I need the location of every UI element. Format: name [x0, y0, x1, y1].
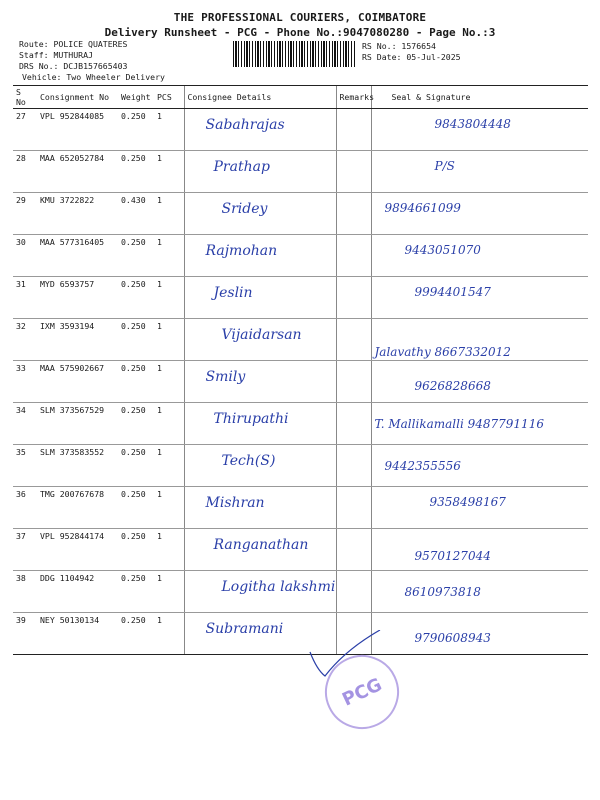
recipient-signature: Jalavathy 8667332012: [374, 345, 511, 359]
col-consignee: Consignee Details: [184, 86, 336, 109]
row-sno: 37: [13, 529, 37, 571]
row-signature: [371, 487, 588, 529]
row-consignment: DDG 1104942: [37, 571, 118, 613]
row-sno: 35: [13, 445, 37, 487]
table-row: [13, 109, 588, 151]
row-pcs: 1: [154, 277, 184, 319]
row-signature: [371, 613, 588, 655]
row-weight: 0.250: [118, 235, 154, 277]
row-pcs: 1: [154, 109, 184, 151]
recipient-signature: 9894661099: [384, 201, 461, 215]
row-signature: [371, 151, 588, 193]
row-consignment: IXM 3593194: [37, 319, 118, 361]
row-remarks: [336, 319, 371, 361]
row-remarks: [336, 445, 371, 487]
row-weight: 0.250: [118, 151, 154, 193]
route-label: Route: POLICE QUATERES: [19, 39, 128, 49]
row-consignment: MAA 575902667: [37, 361, 118, 403]
row-weight: 0.250: [118, 613, 154, 655]
row-consignee: [184, 319, 336, 361]
consignee-handwritten-name: Rajmohan: [205, 243, 278, 259]
table-row: [13, 529, 588, 571]
col-remarks: Remarks: [336, 86, 371, 109]
table-row: [13, 235, 588, 277]
row-consignee: [184, 109, 336, 151]
recipient-signature: 9442355556: [384, 459, 461, 473]
rs-number: RS No.: 1576654: [362, 41, 436, 51]
row-signature: [371, 361, 588, 403]
row-sno: 28: [13, 151, 37, 193]
row-signature: [371, 571, 588, 613]
row-pcs: 1: [154, 529, 184, 571]
row-pcs: 1: [154, 613, 184, 655]
table-row: [13, 361, 588, 403]
table-row: [13, 193, 588, 235]
consignee-handwritten-name: Vijaidarsan: [221, 327, 302, 343]
row-weight: 0.250: [118, 361, 154, 403]
row-weight: 0.250: [118, 571, 154, 613]
row-signature: [371, 193, 588, 235]
row-sno: 31: [13, 277, 37, 319]
col-signature: Seal & Signature: [371, 86, 588, 109]
row-pcs: 1: [154, 445, 184, 487]
row-consignment: NEY 50130134: [37, 613, 118, 655]
row-sno: 39: [13, 613, 37, 655]
row-sno: 32: [13, 319, 37, 361]
row-sno: 27: [13, 109, 37, 151]
recipient-signature: 9790608943: [414, 631, 491, 645]
row-weight: 0.250: [118, 403, 154, 445]
recipient-signature: 9843804448: [434, 117, 511, 131]
table-row: [13, 319, 588, 361]
row-weight: 0.250: [118, 529, 154, 571]
col-consignment: Consignment No: [37, 86, 118, 109]
row-remarks: [336, 193, 371, 235]
runsheet-table: [13, 85, 588, 655]
col-pcs: PCS: [154, 86, 184, 109]
row-signature: [371, 529, 588, 571]
rs-date: RS Date: 05-Jul-2025: [362, 52, 461, 62]
recipient-signature: 9358498167: [429, 495, 506, 509]
col-sno: S No: [13, 86, 37, 109]
row-pcs: 1: [154, 361, 184, 403]
row-consignee: [184, 529, 336, 571]
consignee-handwritten-name: Sabahrajas: [205, 117, 285, 133]
row-weight: 0.250: [118, 109, 154, 151]
staff-label: Staff: MUTHURAJ: [19, 50, 93, 60]
row-weight: 0.430: [118, 193, 154, 235]
row-sno: 33: [13, 361, 37, 403]
consignee-handwritten-name: Ranganathan: [213, 537, 309, 553]
row-sno: 38: [13, 571, 37, 613]
row-consignment: MAA 652052784: [37, 151, 118, 193]
company-title: THE PROFESSIONAL COURIERS, COIMBATORE: [173, 11, 427, 24]
consignee-handwritten-name: Jeslin: [213, 285, 253, 301]
row-consignee: [184, 487, 336, 529]
recipient-signature: 9570127044: [414, 549, 491, 563]
row-weight: 0.250: [118, 277, 154, 319]
row-remarks: [336, 151, 371, 193]
row-sno: 30: [13, 235, 37, 277]
row-pcs: 1: [154, 151, 184, 193]
row-consignee: [184, 193, 336, 235]
consignee-handwritten-name: Sridey: [221, 201, 268, 217]
drs-label: DRS No.: DCJB157665403: [19, 61, 128, 71]
recipient-signature: 9626828668: [414, 379, 491, 393]
barcode: [233, 41, 355, 67]
row-remarks: [336, 361, 371, 403]
row-weight: 0.250: [118, 487, 154, 529]
row-consignee: [184, 571, 336, 613]
row-signature: [371, 319, 588, 361]
table-row: [13, 445, 588, 487]
row-sno: 36: [13, 487, 37, 529]
recipient-signature: P/S: [434, 159, 455, 173]
row-consignment: MAA 577316405: [37, 235, 118, 277]
row-consignee: [184, 277, 336, 319]
row-signature: [371, 109, 588, 151]
recipient-signature: 8610973818: [404, 585, 481, 599]
row-remarks: [336, 235, 371, 277]
recipient-signature: 9443051070: [404, 243, 481, 257]
row-consignee: [184, 361, 336, 403]
table-header-row: [13, 86, 588, 109]
row-consignment: SLM 373567529: [37, 403, 118, 445]
consignee-handwritten-name: Mishran: [205, 495, 265, 511]
recipient-signature: 9994401547: [414, 285, 491, 299]
table-row: [13, 277, 588, 319]
row-signature: [371, 445, 588, 487]
row-weight: 0.250: [118, 319, 154, 361]
row-remarks: [336, 571, 371, 613]
row-pcs: 1: [154, 403, 184, 445]
row-consignee: [184, 151, 336, 193]
row-consignment: TMG 200767678: [37, 487, 118, 529]
col-weight: Weight: [118, 86, 154, 109]
row-consignee: [184, 445, 336, 487]
table-row: [13, 487, 588, 529]
row-remarks: [336, 277, 371, 319]
row-pcs: 1: [154, 571, 184, 613]
row-remarks: [336, 487, 371, 529]
row-pcs: 1: [154, 487, 184, 529]
consignee-handwritten-name: Tech(S): [221, 453, 276, 469]
row-weight: 0.250: [118, 445, 154, 487]
recipient-signature: T. Mallikamalli 9487791116: [374, 417, 544, 431]
consignee-handwritten-name: Smily: [205, 369, 246, 385]
row-consignee: [184, 403, 336, 445]
consignee-handwritten-name: Logitha lakshmi: [221, 579, 336, 595]
row-sno: 29: [13, 193, 37, 235]
consignee-handwritten-name: Prathap: [213, 159, 270, 175]
table-row: [13, 613, 588, 655]
row-remarks: [336, 529, 371, 571]
consignee-handwritten-name: Thirupathi: [213, 411, 289, 427]
row-consignment: VPL 952844174: [37, 529, 118, 571]
table-row: [13, 571, 588, 613]
row-pcs: 1: [154, 319, 184, 361]
row-consignment: VPL 952844085: [37, 109, 118, 151]
row-signature: [371, 277, 588, 319]
row-pcs: 1: [154, 235, 184, 277]
row-sno: 34: [13, 403, 37, 445]
consignee-handwritten-name: Subramani: [205, 621, 284, 637]
row-signature: [371, 235, 588, 277]
row-remarks: [336, 109, 371, 151]
row-signature: [371, 403, 588, 445]
row-pcs: 1: [154, 193, 184, 235]
row-consignment: KMU 3722822: [37, 193, 118, 235]
runsheet-subtitle: Delivery Runsheet - PCG - Phone No.:9047080280 - Page No.:3: [104, 26, 496, 39]
row-consignment: MYD 6593757: [37, 277, 118, 319]
table-row: [13, 151, 588, 193]
vehicle-label: Vehicle: Two Wheeler Delivery: [22, 72, 165, 82]
table-row: [13, 403, 588, 445]
row-consignment: SLM 373583552: [37, 445, 118, 487]
row-consignee: [184, 235, 336, 277]
pcg-stamp: PCG: [313, 643, 411, 741]
row-remarks: [336, 403, 371, 445]
